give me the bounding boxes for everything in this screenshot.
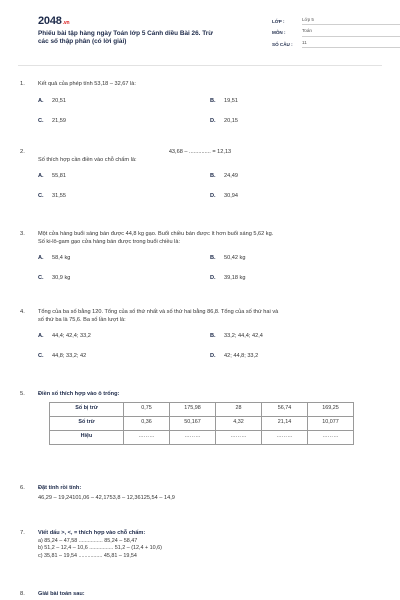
answer-blank[interactable]: ……… <box>262 430 308 444</box>
question-text: 46,29 – 19,24101,06 – 42,1753,8 – 12,36125,54 – 14,9 <box>38 495 175 502</box>
question-text: Số thích hợp cần điền vào chỗ chấm là: <box>38 156 137 163</box>
option-letter: A. <box>38 97 44 104</box>
answer-blank[interactable]: ……… <box>216 430 262 444</box>
option-a[interactable] <box>38 173 210 184</box>
question-number: 2. <box>20 149 25 155</box>
option-text: 42; 44,8; 33,2 <box>224 353 259 360</box>
question-number: 3. <box>20 231 25 237</box>
option-letter: D. <box>210 117 216 124</box>
option-letter: C. <box>38 117 44 124</box>
option-d[interactable] <box>210 353 382 364</box>
option-text: 20,15 <box>224 117 238 124</box>
option-c[interactable] <box>38 118 210 129</box>
table-cell: 21,14 <box>262 416 308 430</box>
question-text: Kết quả của phép tính 53,18 – 32,67 là: <box>38 81 136 87</box>
meta-label-subject: MÔN : <box>272 30 286 36</box>
header-divider <box>18 65 382 66</box>
option-letter: C. <box>38 193 44 200</box>
question-2 <box>20 149 380 204</box>
table-row <box>50 416 354 430</box>
option-b[interactable] <box>210 98 382 109</box>
question-7 <box>20 530 380 560</box>
title-line-2: các số thập phân (có lời giải) <box>38 38 127 46</box>
question-title: Điền số thích hợp vào ô trống: <box>38 391 120 397</box>
meta-label-count: SỐ CÂU : <box>272 41 293 47</box>
option-text: 39,18 kg <box>224 275 246 282</box>
option-d[interactable] <box>210 275 382 286</box>
answer-blank[interactable]: ……… <box>308 430 354 444</box>
meta-info <box>272 14 400 49</box>
option-letter: B. <box>210 173 216 180</box>
option-b[interactable] <box>210 173 382 184</box>
question-number: 4. <box>20 309 25 315</box>
question-3 <box>20 231 380 286</box>
option-text: 50,42 kg <box>224 255 246 262</box>
row-header: Hiệu <box>50 430 124 444</box>
option-letter: D. <box>210 275 216 282</box>
option-text: 20,51 <box>52 97 66 104</box>
equation: 43,68 – .............. = 12,13 <box>168 149 232 155</box>
question-text-line-2: số thứ ba là 75,6. Ba số lần lượt là: <box>38 316 126 323</box>
option-letter: B. <box>210 97 216 104</box>
option-text: 55,81 <box>52 173 66 180</box>
answer-blank[interactable]: ……… <box>170 430 216 444</box>
comparison-item-a: a) 85,24 – 47,58 ................ 85,24 – 58,47 <box>38 537 138 544</box>
table-cell: 28 <box>216 402 262 416</box>
option-a[interactable] <box>38 255 210 266</box>
question-title: Đặt tính rồi tính: <box>38 485 82 491</box>
option-text: 31,55 <box>52 193 66 200</box>
option-letter: A. <box>38 333 44 340</box>
option-b[interactable] <box>210 255 382 266</box>
table-row <box>50 402 354 416</box>
option-c[interactable] <box>38 275 210 286</box>
comparison-item-b: b) 51,2 – 12,4 – 10,6 ................ 51,2 – (12,4 + 10,6) <box>38 545 162 552</box>
option-b[interactable] <box>210 333 382 344</box>
option-d[interactable] <box>210 193 382 204</box>
option-text: 44,8; 33,2; 42 <box>52 353 87 360</box>
worksheet-header <box>18 0 382 60</box>
answer-options <box>38 324 380 364</box>
question-number: 7. <box>20 530 25 536</box>
option-text: 44,4; 42,4; 33,2 <box>52 333 91 340</box>
question-8 <box>20 591 380 599</box>
table-row <box>50 430 354 444</box>
question-number: 1. <box>20 81 25 87</box>
logo-text: 2048 <box>38 15 62 27</box>
question-1 <box>20 81 380 129</box>
title-line-1: Phiếu bài tập hàng ngày Toán lớp 5 Cánh diều Bài 26. Trừ <box>38 30 213 37</box>
table-cell: 175,98 <box>170 402 216 416</box>
question-text-line-1: Một cửa hàng buổi sáng bán được 44,8 kg gạo. Buổi chiều bán được ít hơn buổi sáng 5,62 kg. <box>38 231 274 237</box>
table-cell: 50,167 <box>170 416 216 430</box>
question-5 <box>20 391 380 445</box>
table-cell: 4,32 <box>216 416 262 430</box>
question-4 <box>20 309 380 364</box>
meta-value-subject: Toán <box>302 28 400 36</box>
comparison-item-c: c) 35,81 – 19,54 ................ 45,81 – 19,54 <box>38 552 137 559</box>
option-letter: C. <box>38 353 44 360</box>
option-text: 19,51 <box>224 97 238 104</box>
option-text: 30,94 <box>224 193 238 200</box>
option-a[interactable] <box>38 98 210 109</box>
meta-row-count <box>272 37 400 48</box>
answer-blank[interactable]: ……… <box>124 430 170 444</box>
table-cell: 10,077 <box>308 416 354 430</box>
option-text: 30,9 kg <box>52 275 71 282</box>
row-header: Số bị trừ <box>50 402 124 416</box>
logo-suffix: .vn <box>62 20 70 26</box>
question-number: 5. <box>20 391 25 397</box>
table-cell: 0,75 <box>124 402 170 416</box>
option-letter: A. <box>38 173 44 180</box>
answer-options <box>38 164 380 204</box>
answer-options <box>38 246 380 286</box>
row-header: Số trừ <box>50 416 124 430</box>
option-letter: C. <box>38 275 44 282</box>
option-text: 58,4 kg <box>52 255 71 262</box>
option-text: 24,49 <box>224 173 238 180</box>
question-6 <box>20 485 380 503</box>
option-d[interactable] <box>210 118 382 129</box>
worksheet-title <box>38 30 238 47</box>
option-letter: A. <box>38 255 44 262</box>
answer-options <box>38 89 380 129</box>
option-letter: B. <box>210 255 216 262</box>
site-logo[interactable] <box>38 14 69 29</box>
table-cell: 169,25 <box>308 402 354 416</box>
option-c[interactable] <box>38 353 210 364</box>
question-title: Giải bài toán sau: <box>38 591 85 597</box>
subtraction-table <box>49 402 354 445</box>
option-c[interactable] <box>38 193 210 204</box>
question-title: Viết dấu >, <, = thích hợp vào chỗ chấm: <box>38 530 146 536</box>
option-letter: B. <box>210 333 216 340</box>
question-number: 8. <box>20 591 25 597</box>
option-a[interactable] <box>38 333 210 344</box>
comparison-list <box>38 538 380 561</box>
question-text-line-2: Số ki-lô-gam gạo cửa hàng bán được trong buổi chiều là: <box>38 238 181 245</box>
table-cell: 56,74 <box>262 402 308 416</box>
question-text-line-1: Tổng của ba số bằng 120. Tổng của số thứ nhất và số thứ hai bằng 86,8. Tổng của số thứ hai và <box>38 309 279 315</box>
option-text: 33,2; 44,4; 42,4 <box>224 333 263 340</box>
meta-label-class: LỚP : <box>272 18 285 24</box>
option-text: 21,59 <box>52 117 66 124</box>
option-letter: D. <box>210 353 216 360</box>
table-cell: 0,36 <box>124 416 170 430</box>
option-letter: D. <box>210 193 216 200</box>
meta-row-subject <box>272 26 400 37</box>
question-number: 6. <box>20 485 25 491</box>
meta-value-count: 11 <box>302 40 400 48</box>
meta-row-class <box>272 14 400 25</box>
meta-value-class: Lớp 5 <box>302 17 400 25</box>
